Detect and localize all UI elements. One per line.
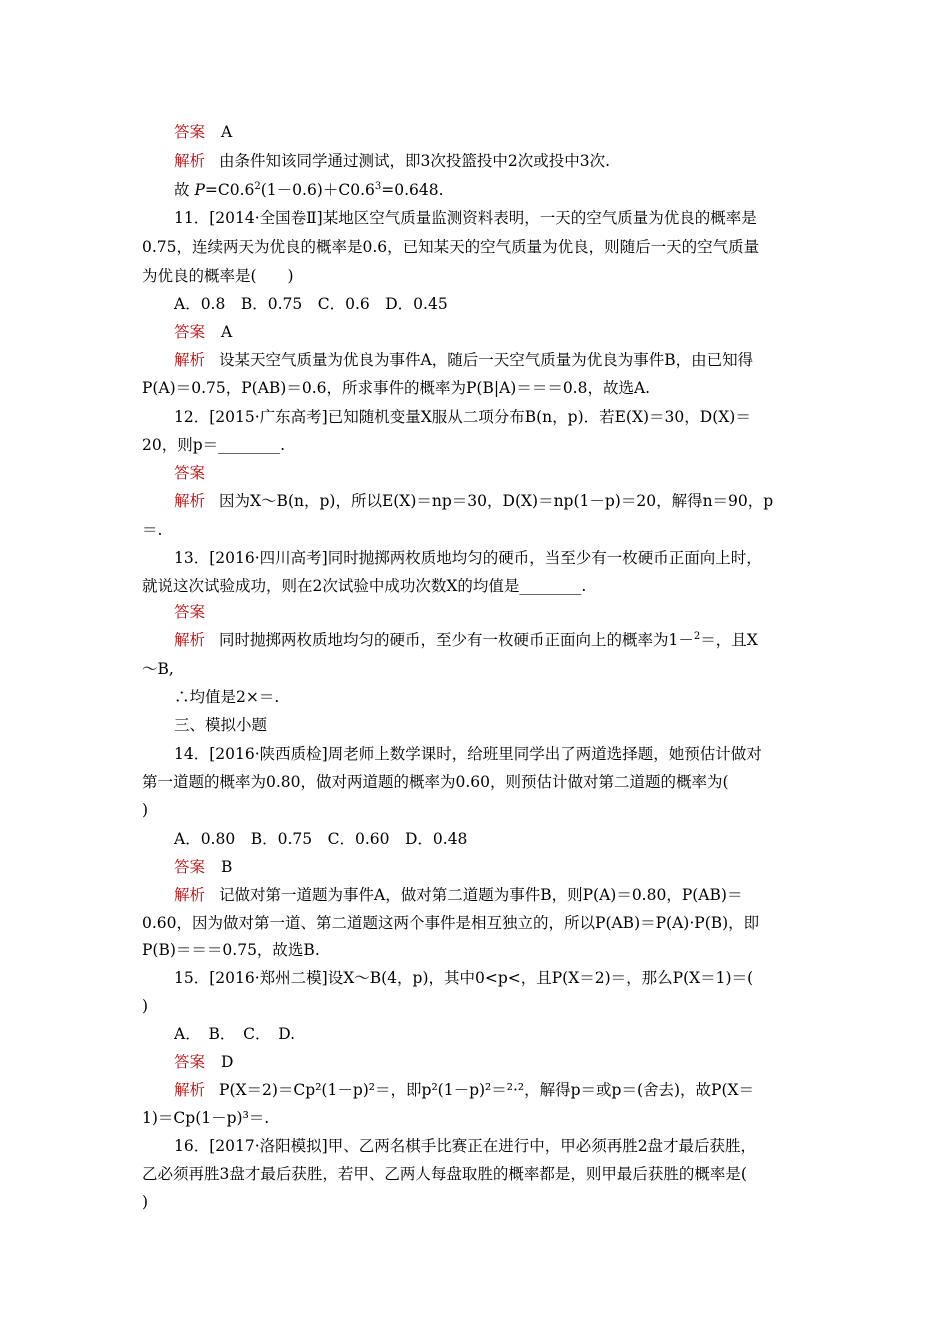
q14-analysis-2: 0.60，因为做对第一道、第二道题这两个事件是相互独立的，所以P(AB)＝P(A)·P(B)，即 [142,914,760,932]
answer-label: 答案 [174,603,206,621]
q16-stem-3: ) [142,1193,149,1211]
q15-analysis-1: P(X＝2)＝Cp²(1－p)²＝，即p²(1－p)²＝²·²，解得p＝或p＝(舍去)，故P(X＝ [219,1081,755,1099]
q10-calc-line [174,180,854,200]
answer-label: 答案 [174,464,206,482]
q12-analysis-2: ＝. [142,521,163,539]
q10-answer: A [221,123,233,141]
q13-stem-1: 13．[2016·四川高考]同时抛掷两枚质地均匀的硬币，当至少有一枚硬币正面向上时， [174,549,762,567]
q13-analysis-1a: 同时抛掷两枚质地均匀的硬币，至少有一枚硬币正面向上的概率为1－ [219,631,694,649]
q15-stem-2: ) [142,997,149,1015]
q14-options: A．0.80 B．0.75 C．0.60 D．0.48 [174,830,468,848]
q15-analysis-2: 1)＝Cp(1－p)³＝. [142,1109,270,1127]
q13-answer-line [174,602,854,622]
answer-label: 答案 [174,858,206,876]
q11-answer-line [174,322,854,342]
answer-label: 答案 [174,123,206,141]
q10-calc-b: =C0.6 [204,181,255,199]
q13-analysis-2: ～B, [142,660,174,678]
q11-stem-2: 0.75，连续两天为优良的概率是0.6，已知某天的空气质量为优良，则随后一天的空气质量 [142,238,760,256]
q10-calc-c: (1－0.6)＋C0.6 [260,181,375,199]
q12-stem-1: 12．[2015·广东高考]已知随机变量X服从二项分布B(n，p)．若E(X)＝30，D(X)＝ [174,408,751,426]
q15-answer-line [174,1052,854,1072]
q14-answer-line [174,857,854,877]
q12-stem-2: 20，则p＝________. [142,436,286,454]
analysis-label: 解析 [174,152,206,170]
q14-stem-3: ) [142,801,149,819]
q16-stem-2: 乙必须再胜3盘才最后获胜，若甲、乙两人每盘取胜的概率都是，则甲最后获胜的概率是( [142,1165,747,1183]
q13-analysis-1b: ＝，且X [700,631,758,649]
q10-answer-line [174,122,854,142]
q13-stem-2: 就说这次试验成功，则在2次试验中成功次数X的均值是________. [142,577,587,595]
q10-analysis-line [174,151,854,171]
q14-stem-1: 14．[2016·陕西质检]周老师上数学课时，给班里同学出了两道选择题，她预估计做对 [174,745,762,763]
q13-analysis-exp: 2 [693,631,701,642]
section-title: 三、模拟小题 [174,716,268,734]
q11-analysis-line-1 [174,350,854,370]
q16-stem-1: 16．[2017·洛阳模拟]甲、乙两名棋手比赛正在进行中，甲必须再胜2盘才最后获胜， [174,1137,757,1155]
q11-answer: A [221,323,233,341]
analysis-label: 解析 [174,886,206,904]
q10-calc-exp1: 2 [254,181,261,192]
q15-answer: D [221,1053,234,1071]
analysis-label: 解析 [174,1081,206,1099]
analysis-label: 解析 [174,351,206,369]
q10-calc-a: 故 [174,181,195,199]
q12-answer-line [174,463,854,483]
q15-analysis-line-1 [174,1080,854,1100]
analysis-label: 解析 [174,492,206,510]
q10-calc-p: P [194,181,205,199]
q14-stem-2: 第一道题的概率为0.80，做对两道题的概率为0.60，则预估计做对第二道题的概率为( [142,773,729,791]
q11-analysis-1: 设某天空气质量为优良为事件A，随后一天空气质量为优良为事件B，由已知得 [219,351,754,369]
q11-stem-3: 为优良的概率是( ) [142,267,294,285]
q12-analysis-line-1 [174,491,854,511]
q11-stem-1: 11．[2014·全国卷Ⅱ]某地区空气质量监测资料表明，一天的空气质量为优良的概率是 [174,209,757,227]
q15-stem-1: 15．[2016·郑州二模]设X～B(4，p)，其中0<p<，且P(X＝2)＝，那么P(X＝1)＝( [174,969,754,987]
q14-analysis-1: 记做对第一道题为事件A，做对第二道题为事件B，则P(A)＝0.80，P(AB)＝ [219,886,743,904]
q10-calc-d: =0.648. [381,181,444,199]
q14-analysis-3: P(B)＝＝＝0.75，故选B. [142,941,320,959]
q11-analysis-2: P(A)＝0.75，P(AB)＝0.6，所求事件的概率为P(B|A)＝＝＝0.8，故选A. [142,379,651,397]
q14-analysis-line-1 [174,885,854,905]
analysis-label: 解析 [174,631,206,649]
q12-analysis-1: 因为X～B(n，p)，所以E(X)＝np＝30，D(X)＝np(1－p)＝20，解得n＝90，p [219,492,774,510]
q10-calc-exp2: 3 [374,181,382,192]
q14-answer: B [221,858,233,876]
answer-label: 答案 [174,323,206,341]
q15-options: A． B． C． D. [174,1025,295,1043]
q10-analysis: 由条件知该同学通过测试，即3次投篮投中2次或投中3次. [219,152,611,170]
q13-analysis-line-1 [174,630,854,650]
answer-label: 答案 [174,1053,206,1071]
q11-options: A．0.8 B．0.75 C．0.6 D．0.45 [174,295,448,313]
q13-analysis-3: ∴均值是2×＝. [174,688,280,706]
